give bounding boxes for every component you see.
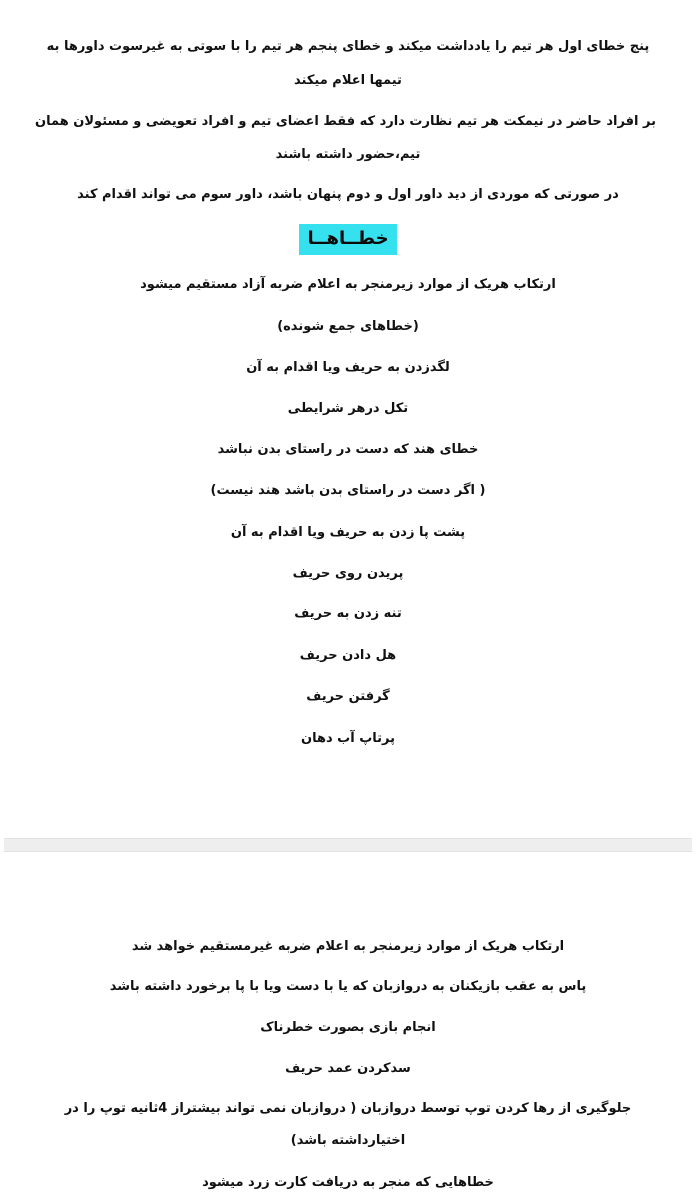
list-item: خطای هند که دست در راستای بدن نباشد	[217, 442, 479, 457]
list-item: لگدزدن به حریف ویا اقدام به آن	[246, 360, 450, 375]
list-item: ارتکاب هریک از موارد زیرمنجر به اعلام ضربه آزاد مستقیم میشود	[140, 277, 556, 292]
paragraph-line-1: پنج خطای اول هر تیم را یادداشت میکند و خطای پنجم هر تیم را با سوتی به غیرسوت داورها به	[46, 39, 650, 54]
list-item: پریدن روی حریف	[292, 566, 404, 581]
list-item: اختیارداشته باشد)	[290, 1133, 406, 1148]
list-item: تکل درهر شرایطی	[287, 401, 409, 416]
list-item: جلوگیری از رها کردن توپ توسط دروازبان ( دروازبان نمی تواند بیشتراز 4ثانیه توپ را در	[64, 1101, 632, 1116]
paragraph-line-5: در صورتی که موردی از دید داور اول و دوم پنهان باشد، داور سوم می تواند اقدام کند	[77, 187, 619, 202]
list-item: ارتکاب هریک از موارد زیرمنجر به اعلام ضربه غیرمستقیم خواهد شد	[131, 939, 565, 954]
list-item: پاس به عقب بازیکنان به دروازبان که یا با دست ویا با پا برخورد داشته باشد	[109, 979, 587, 994]
list-item: خطاهایی که منجر به دریافت کارت زرد میشود	[202, 1175, 494, 1190]
list-item: (خطاهای جمع شونده)	[277, 319, 419, 334]
list-item: ( اگر دست در راستای بدن باشد هند نیست)	[210, 483, 486, 498]
list-item: هل دادن حریف	[299, 648, 397, 663]
paragraph-line-2: تیمها اعلام میکند	[294, 73, 402, 88]
paragraph-line-4: تیم،حضور داشته باشند	[275, 147, 421, 162]
list-item: پرتاپ آب دهان	[300, 731, 396, 746]
paragraph-line-3: بر افراد حاضر در نیمکت هر تیم نظارت دارد که فقط اعضای تیم و افراد تعویضی و مسئولان همان	[35, 114, 656, 129]
fouls-heading-text: خطــاهــا	[299, 224, 396, 255]
list-item: پشت پا زدن به حریف ویا اقدام به آن	[230, 525, 466, 540]
page-separator	[4, 838, 692, 852]
list-item: گرفتن حریف	[306, 689, 390, 704]
document-page-2	[0, 852, 696, 1200]
list-item: تنه زدن به حریف	[294, 606, 402, 621]
list-item: سدکردن عمد حریف	[285, 1061, 411, 1076]
fouls-heading	[0, 224, 696, 255]
list-item: انجام بازی بصورت خطرناک	[260, 1020, 436, 1035]
